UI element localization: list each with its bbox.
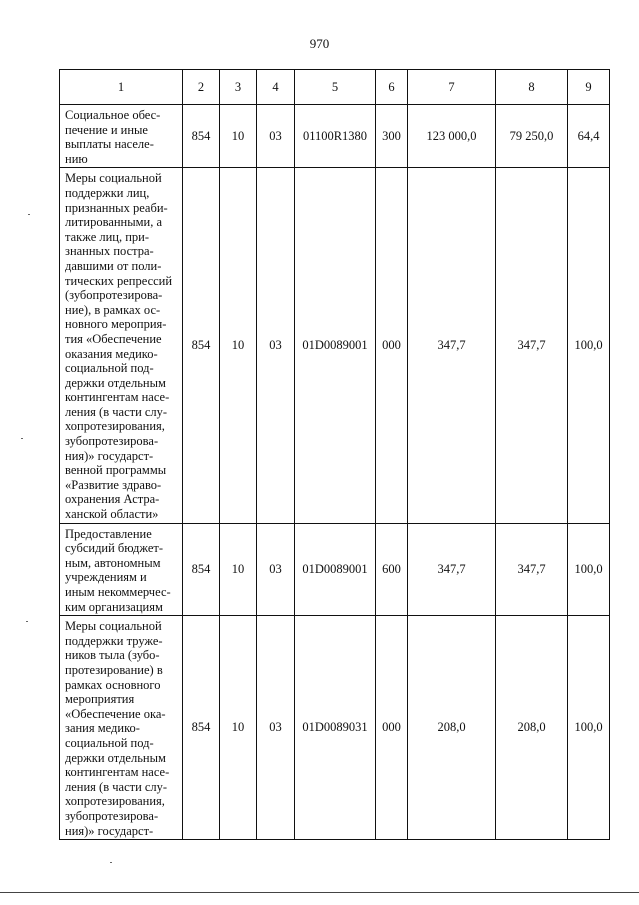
table-cell: 100,0 [568,168,610,523]
column-header: 9 [568,70,610,105]
table-cell: 854 [183,168,220,523]
table-cell: 10 [220,105,257,168]
table-cell: 100,0 [568,616,610,840]
table-cell: 000 [376,616,408,840]
column-header: 1 [60,70,183,105]
table-cell: 000 [376,168,408,523]
table-cell: 01D0089031 [295,616,376,840]
scan-speck [28,214,30,215]
column-header: 2 [183,70,220,105]
column-header: 3 [220,70,257,105]
table-cell: 208,0 [496,616,568,840]
table-cell: 10 [220,616,257,840]
table-cell: 854 [183,616,220,840]
header-row [60,70,610,105]
column-header: 8 [496,70,568,105]
table-cell: 347,7 [408,168,496,523]
table-cell: 123 000,0 [408,105,496,168]
table-cell: 854 [183,105,220,168]
table-cell: 347,7 [496,168,568,523]
table-cell: 03 [257,523,295,616]
row-description: Меры социальной поддержки труже- ников тыла (зубо- протезирование) в рамках основного мероприятия «Обеспечение ока- зания медико- социальной под- держки отдельным контингентам насе- ления (в части слу- хопротезирования, зубопротезирова- ния)» государст- [60,616,183,840]
table-cell: 600 [376,523,408,616]
table-cell: 300 [376,105,408,168]
table-row [60,616,610,840]
table-cell: 10 [220,168,257,523]
row-description: Социальное обес- печение и иные выплаты населе- нию [60,105,183,168]
table-cell: 10 [220,523,257,616]
column-header: 6 [376,70,408,105]
column-header: 5 [295,70,376,105]
table-row [60,168,610,523]
scan-edge-line [0,892,639,893]
table-cell: 01D0089001 [295,523,376,616]
row-description: Меры социальной поддержки лиц, признанных реаби- литированными, а также лиц, при- знанных постра- давшими от поли- тических репрессий (зубопротезирова- ние), в рамках ос- новного мероприя- тия «Обеспечение оказания медико- социальной под- держки отдельным контингентам насе- ления (в части слу- хопротезирования, зубопротезирова- ния)» государст- венной программы «Развитие здраво- охранения Астра- ханской области» [60,168,183,523]
scan-speck [110,862,112,863]
page-number: 970 [309,36,330,51]
table-cell: 03 [257,168,295,523]
table-cell: 100,0 [568,523,610,616]
table-cell: 03 [257,105,295,168]
table-cell: 208,0 [408,616,496,840]
scan-speck [21,438,23,439]
table-cell: 854 [183,523,220,616]
budget-table [59,69,610,840]
column-header: 4 [257,70,295,105]
table-cell: 347,7 [496,523,568,616]
column-header: 7 [408,70,496,105]
table-row [60,523,610,616]
scan-speck [26,621,28,622]
row-description: Предоставление субсидий бюджет- ным, автономным учреждениям и иным некоммерчес- ким организациям [60,523,183,616]
table-cell: 01100R1380 [295,105,376,168]
table-cell: 79 250,0 [496,105,568,168]
table-cell: 347,7 [408,523,496,616]
table-cell: 03 [257,616,295,840]
table-row [60,105,610,168]
table-cell: 01D0089001 [295,168,376,523]
table-cell: 64,4 [568,105,610,168]
